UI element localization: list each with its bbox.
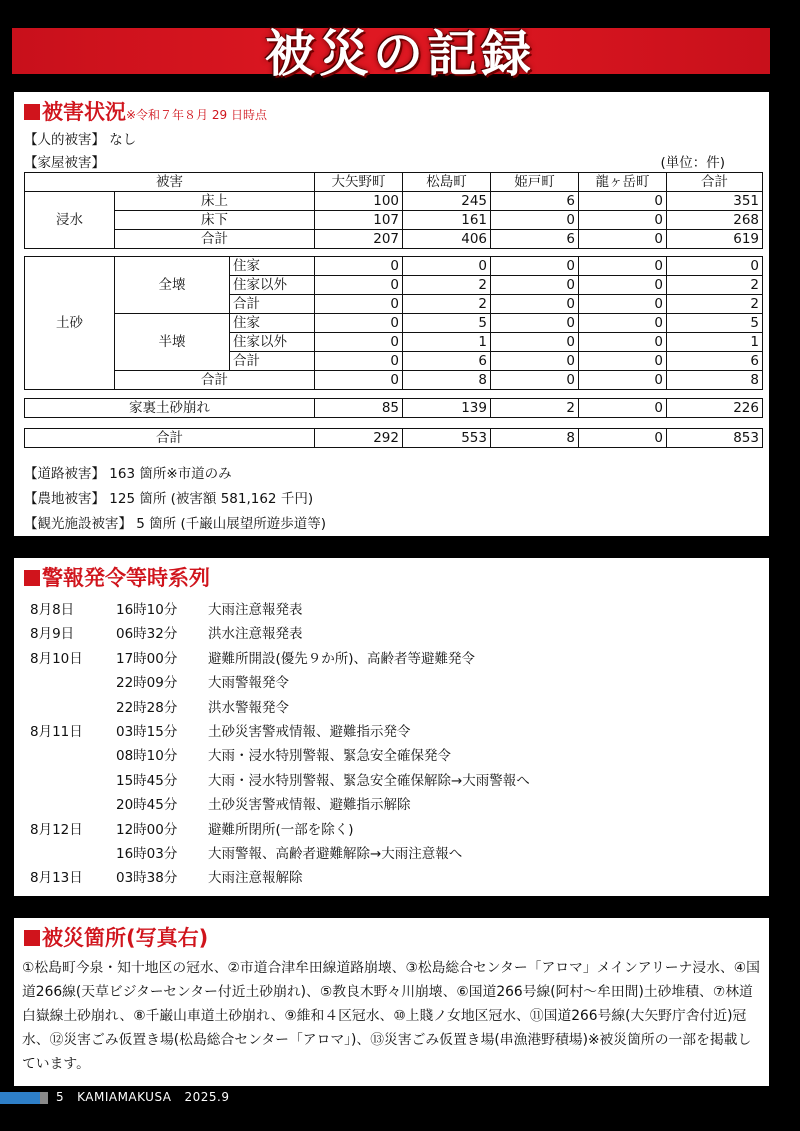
header-cell: 大矢野町 bbox=[315, 173, 403, 192]
value-cell: 406 bbox=[403, 230, 491, 249]
timeline-time: 17時00分 bbox=[116, 650, 178, 667]
value-cell: 0 bbox=[491, 333, 579, 352]
timeline-panel bbox=[14, 558, 769, 896]
value-cell: 0 bbox=[491, 211, 579, 230]
value-cell: 139 bbox=[403, 399, 491, 418]
timeline-time: 03時38分 bbox=[116, 870, 178, 887]
timeline-event: 洪水警報発令 bbox=[208, 699, 289, 716]
timeline-item bbox=[14, 671, 754, 691]
timeline-date: 8月11日 bbox=[30, 724, 83, 740]
row-label: 合計 bbox=[115, 371, 315, 390]
value-cell: 2 bbox=[667, 276, 763, 295]
timeline-time: 08時10分 bbox=[116, 748, 178, 765]
row-label: 住家以外 bbox=[230, 276, 315, 295]
timeline-item bbox=[14, 769, 754, 789]
landslide-label: 土砂 bbox=[25, 257, 115, 390]
timeline-event: 大雨注意報解除 bbox=[208, 870, 303, 887]
timeline-time: 20時45分 bbox=[116, 797, 178, 814]
value-cell: 8 bbox=[491, 429, 579, 448]
issue-date: 2025.9 bbox=[184, 1090, 230, 1104]
value-cell: 0 bbox=[315, 352, 403, 371]
magazine-name: KAMIAMAKUSA bbox=[77, 1090, 172, 1104]
table-row bbox=[25, 371, 763, 390]
sites-heading: 被災箇所(写真右) bbox=[24, 922, 208, 952]
value-cell: 245 bbox=[403, 192, 491, 211]
house-damage-label: 【家屋被害】 bbox=[24, 155, 105, 171]
timeline-time: 06時32分 bbox=[116, 626, 178, 643]
timeline-event: 避難所開設(優先９か所)、高齢者等避難発令 bbox=[208, 650, 476, 667]
value-cell: 161 bbox=[403, 211, 491, 230]
value-cell: 0 bbox=[315, 257, 403, 276]
header-cell: 龍ヶ岳町 bbox=[579, 173, 667, 192]
timeline-item bbox=[14, 598, 754, 618]
timeline-item bbox=[14, 866, 754, 886]
red-square-icon bbox=[24, 930, 40, 946]
header-cell: 松島町 bbox=[403, 173, 491, 192]
table-row bbox=[25, 314, 763, 333]
value-cell: 0 bbox=[315, 295, 403, 314]
value-cell: 0 bbox=[315, 371, 403, 390]
timeline-time: 22時09分 bbox=[116, 675, 178, 692]
table-row bbox=[25, 429, 763, 448]
timeline-time: 16時10分 bbox=[116, 602, 178, 618]
human-damage: 【人的被害】 なし bbox=[24, 132, 137, 148]
timeline-time: 16時03分 bbox=[116, 846, 178, 862]
timeline-event: 大雨注意報発表 bbox=[208, 602, 303, 618]
value-cell: 0 bbox=[579, 276, 667, 295]
value-cell: 2 bbox=[491, 399, 579, 418]
timeline-time: 22時28分 bbox=[116, 699, 178, 716]
value-cell: 0 bbox=[491, 276, 579, 295]
row-label: 家裏土砂崩れ bbox=[25, 399, 315, 418]
page-number: 5 bbox=[56, 1090, 65, 1104]
row-label: 住家以外 bbox=[230, 333, 315, 352]
row-label: 床下 bbox=[115, 211, 315, 230]
value-cell: 0 bbox=[579, 211, 667, 230]
timeline-event: 大雨・浸水特別警報、緊急安全確保解除→大雨警報へ bbox=[208, 772, 530, 789]
group-label: 全壊 bbox=[115, 257, 230, 314]
timeline-event: 大雨警報、高齢者避難解除→大雨注意報へ bbox=[208, 846, 463, 862]
value-cell: 0 bbox=[579, 352, 667, 371]
timeline-date: 8月13日 bbox=[30, 870, 83, 887]
value-cell: 6 bbox=[491, 230, 579, 249]
timeline-time: 03時15分 bbox=[116, 724, 178, 740]
damage-heading: 被害状況※令和７年８月 29 日時点 bbox=[24, 96, 267, 126]
value-cell: 6 bbox=[403, 352, 491, 371]
value-cell: 1 bbox=[403, 333, 491, 352]
timeline-item bbox=[14, 842, 754, 862]
timeline-time: 12時00分 bbox=[116, 821, 178, 838]
road-damage: 【道路被害】 163 箇所※市道のみ bbox=[24, 466, 232, 482]
value-cell: 0 bbox=[315, 276, 403, 295]
row-label: 合計 bbox=[230, 295, 315, 314]
value-cell: 0 bbox=[491, 371, 579, 390]
value-cell: 0 bbox=[403, 257, 491, 276]
timeline-event: 土砂災害警戒情報、避難指示発令 bbox=[208, 724, 411, 740]
timeline-item bbox=[14, 696, 754, 716]
timeline-date: 8月9日 bbox=[30, 626, 75, 643]
timeline-date: 8月10日 bbox=[30, 650, 83, 667]
value-cell: 0 bbox=[579, 371, 667, 390]
footer-text bbox=[56, 1090, 229, 1104]
red-square-icon bbox=[24, 570, 40, 586]
value-cell: 85 bbox=[315, 399, 403, 418]
damage-heading-note: ※令和７年８月 29 日時点 bbox=[126, 108, 267, 122]
value-cell: 0 bbox=[667, 257, 763, 276]
row-label: 住家 bbox=[230, 257, 315, 276]
page-title: 被災の記録 bbox=[265, 24, 535, 83]
sites-panel bbox=[14, 918, 769, 1086]
grand-total-table bbox=[24, 428, 763, 448]
backyard-table bbox=[24, 398, 763, 418]
timeline-time: 15時45分 bbox=[116, 772, 178, 789]
value-cell: 0 bbox=[579, 429, 667, 448]
value-cell: 553 bbox=[403, 429, 491, 448]
value-cell: 0 bbox=[579, 230, 667, 249]
damage-panel bbox=[14, 92, 769, 536]
table-row bbox=[25, 257, 763, 276]
footer-grey-bar bbox=[40, 1092, 48, 1104]
timeline-item bbox=[14, 647, 754, 667]
row-label: 住家 bbox=[230, 314, 315, 333]
timeline-item bbox=[14, 744, 754, 764]
row-label: 合計 bbox=[25, 429, 315, 448]
value-cell: 1 bbox=[667, 333, 763, 352]
table-row bbox=[25, 399, 763, 418]
timeline-item bbox=[14, 720, 754, 740]
value-cell: 5 bbox=[403, 314, 491, 333]
group-label: 半壊 bbox=[115, 314, 230, 371]
table-row bbox=[25, 173, 763, 192]
value-cell: 0 bbox=[491, 257, 579, 276]
table-row bbox=[25, 230, 763, 249]
value-cell: 0 bbox=[315, 314, 403, 333]
footer-blue-bar bbox=[0, 1092, 40, 1104]
value-cell: 0 bbox=[579, 314, 667, 333]
value-cell: 0 bbox=[579, 192, 667, 211]
value-cell: 0 bbox=[579, 399, 667, 418]
value-cell: 853 bbox=[667, 429, 763, 448]
value-cell: 2 bbox=[667, 295, 763, 314]
timeline-date: 8月12日 bbox=[30, 821, 83, 838]
header-cell: 姫戸町 bbox=[491, 173, 579, 192]
value-cell: 0 bbox=[491, 352, 579, 371]
timeline-date: 8月8日 bbox=[30, 602, 75, 618]
value-cell: 100 bbox=[315, 192, 403, 211]
sites-text: ①松島町今泉・知十地区の冠水、②市道合津牟田線道路崩壊、③松島総合センター「アロマ」メインアリーナ浸水、④国道266線(天草ビジターセンター付近土砂崩れ)、⑤教良木野々川崩壊、⑥国道266号線(阿村〜牟田間)土砂堆積、⑦林道白嶽線土砂崩れ、⑧千巌山車道土砂崩れ、⑨維和４区冠水、⑩上賤ノ女地区冠水、⑪国道266号線(大矢野庁舎付近)冠水、⑫災害ごみ仮置き場(松島総合センター「アロマ」)、⑬災害ごみ仮置き場(串漁港野積場)※被災箇所の一部を掲載しています。 bbox=[22, 960, 760, 1072]
value-cell: 5 bbox=[667, 314, 763, 333]
value-cell: 8 bbox=[403, 371, 491, 390]
timeline-item bbox=[14, 793, 754, 813]
landslide-table bbox=[24, 256, 763, 390]
value-cell: 619 bbox=[667, 230, 763, 249]
row-label: 合計 bbox=[115, 230, 315, 249]
value-cell: 207 bbox=[315, 230, 403, 249]
value-cell: 8 bbox=[667, 371, 763, 390]
value-cell: 226 bbox=[667, 399, 763, 418]
value-cell: 6 bbox=[491, 192, 579, 211]
table-row bbox=[25, 192, 763, 211]
header-cell: 被害 bbox=[25, 173, 315, 192]
value-cell: 0 bbox=[491, 314, 579, 333]
value-cell: 107 bbox=[315, 211, 403, 230]
timeline-event: 大雨・浸水特別警報、緊急安全確保発令 bbox=[208, 748, 451, 765]
farm-damage: 【農地被害】 125 箇所 (被害額 581,162 千円) bbox=[24, 491, 314, 507]
flood-label: 浸水 bbox=[25, 192, 115, 249]
value-cell: 0 bbox=[491, 295, 579, 314]
value-cell: 0 bbox=[579, 333, 667, 352]
value-cell: 292 bbox=[315, 429, 403, 448]
value-cell: 6 bbox=[667, 352, 763, 371]
timeline-heading: 警報発令等時系列 bbox=[24, 562, 210, 592]
timeline-event: 大雨警報発令 bbox=[208, 675, 289, 692]
table-row bbox=[25, 211, 763, 230]
value-cell: 268 bbox=[667, 211, 763, 230]
title-banner bbox=[0, 24, 800, 83]
timeline-item bbox=[14, 818, 754, 838]
page-footer bbox=[0, 1090, 800, 1104]
tourism-damage: 【観光施設被害】 5 箇所 (千巌山展望所遊歩道等) bbox=[24, 516, 326, 532]
value-cell: 2 bbox=[403, 276, 491, 295]
timeline-event: 土砂災害警戒情報、避難指示解除 bbox=[208, 797, 411, 814]
value-cell: 0 bbox=[579, 295, 667, 314]
unit-label: (単位：件) bbox=[660, 155, 725, 171]
row-label: 合計 bbox=[230, 352, 315, 371]
header-cell: 合計 bbox=[667, 173, 763, 192]
value-cell: 351 bbox=[667, 192, 763, 211]
row-label: 床上 bbox=[115, 192, 315, 211]
value-cell: 0 bbox=[315, 333, 403, 352]
value-cell: 0 bbox=[579, 257, 667, 276]
house-damage-table bbox=[24, 172, 763, 249]
value-cell: 2 bbox=[403, 295, 491, 314]
timeline-event: 洪水注意報発表 bbox=[208, 626, 303, 643]
timeline-item bbox=[14, 622, 754, 642]
red-square-icon bbox=[24, 104, 40, 120]
timeline-event: 避難所閉所(一部を除く) bbox=[208, 821, 354, 838]
